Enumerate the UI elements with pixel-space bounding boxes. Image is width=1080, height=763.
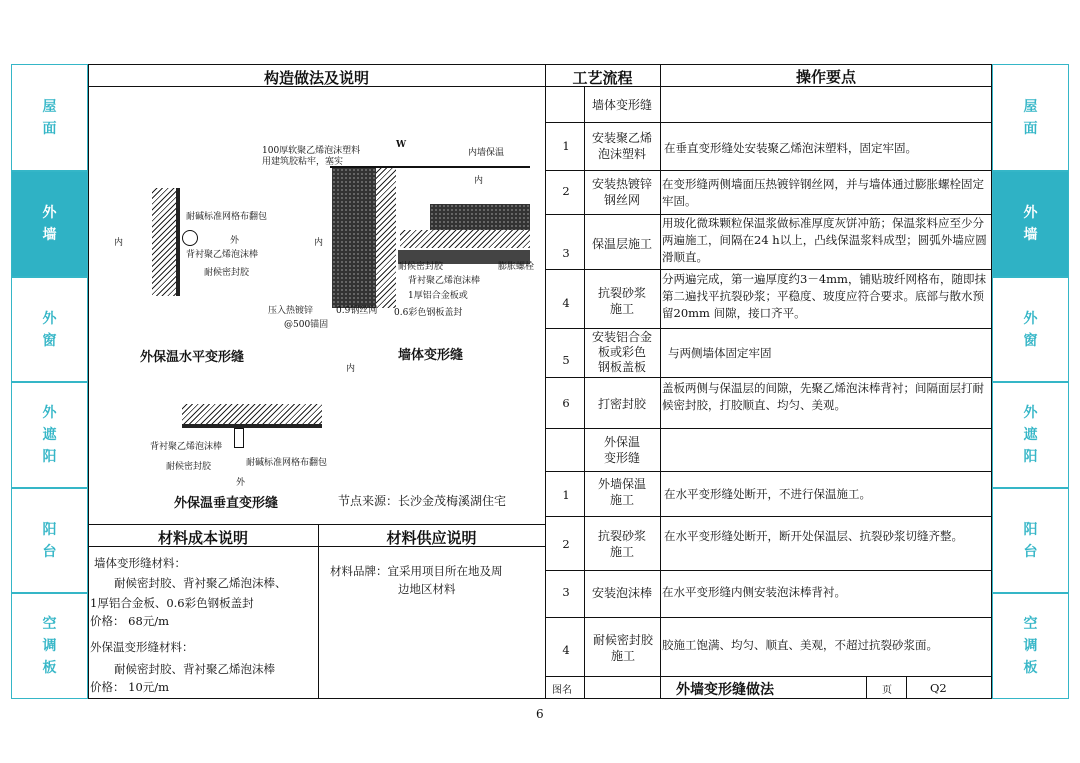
tab-label: 阳 台 [42, 521, 57, 560]
label: 1厚铝合金板或 [408, 291, 468, 301]
step-desc: 在垂直变形缝处安装聚乙烯泡沫塑料，固定牢固。 [664, 141, 917, 155]
row-line [545, 170, 992, 171]
cost-line: 墙体变形缝材料： [94, 556, 186, 570]
cost-line: 1厚铝合金板、0.6彩色钢板盖封 [90, 596, 254, 610]
label: @500锚固 [284, 320, 329, 330]
label: 0.9钢丝网 [336, 306, 378, 316]
row-line [545, 328, 992, 329]
header-material-supply: 材料供应说明 [386, 529, 477, 547]
divider [906, 676, 907, 699]
label: 内 [474, 176, 484, 186]
group-title-insulation: 外保温 变形缝 [603, 435, 640, 465]
header-key-points: 操作要点 [795, 68, 856, 86]
source-note: 节点来源：长沙金茂梅溪湖住宅 [338, 494, 507, 508]
page-label: 页 [882, 685, 892, 696]
step-number: 2 [562, 537, 570, 551]
label: 内 [314, 238, 324, 248]
header-process: 工艺流程 [572, 69, 633, 87]
tab-label: 外 墙 [1023, 205, 1038, 243]
tab-label: 屋 面 [42, 98, 57, 137]
tab-label: 外 窗 [1023, 310, 1038, 349]
row-line [545, 516, 992, 517]
tab-label: 外 窗 [42, 310, 57, 349]
tab-label: 屋 面 [1023, 98, 1038, 137]
row-line [545, 122, 992, 123]
backing-rod-symbol [182, 230, 198, 246]
title-name-label: 图名 [552, 685, 572, 696]
insulation [376, 168, 396, 308]
label: 压入热镀锌 [268, 306, 314, 316]
caption: 墙体变形缝 [398, 348, 464, 363]
row-line [545, 676, 992, 677]
step-number: 4 [562, 643, 570, 657]
supply-line: 材料品牌：宜采用项目所在地及周 [330, 564, 503, 578]
drawing-title: 外墙变形缝做法 [676, 682, 774, 698]
step-name: 安装泡沫棒 [591, 586, 652, 600]
label: 内 [114, 238, 124, 248]
row-line [545, 471, 992, 472]
tab-label: 空 调 板 [42, 616, 57, 676]
cost-line: 耐候密封胶、背衬聚乙烯泡沫棒、 [114, 576, 287, 590]
cost-line: 价格： 10元/m [90, 680, 170, 694]
step-name: 安装聚乙烯 泡沫塑料 [591, 131, 652, 161]
header-material-cost: 材料成本说明 [157, 529, 248, 547]
step-number: 5 [562, 353, 570, 367]
step-name: 抗裂砂浆 施工 [597, 529, 646, 559]
step-desc: 用玻化微珠颗粒保温浆做标准厚度灰饼冲筋；保温浆料应至少分两遍施工，间隔在24 h以上，凸线保温浆料成型；圆弧外墙应圆滑顺直。 [662, 216, 987, 264]
tab-shade-right[interactable] [992, 382, 1069, 488]
tab-balcony-left[interactable] [11, 488, 88, 593]
step-name: 安装铝合金 板或彩色 钢板盖板 [591, 330, 652, 374]
tab-window-right[interactable] [992, 277, 1069, 382]
group-title-wall: 墙体变形缝 [591, 98, 652, 112]
tab-window-left[interactable] [11, 277, 88, 382]
cost-line: 耐候密封胶、背衬聚乙烯泡沫棒 [114, 662, 275, 676]
label: 内 [346, 364, 356, 374]
step-desc: 在变形缝两侧墙面压热镀锌钢丝网，并与墙体通过膨胀螺栓固定牢固。 [662, 177, 984, 208]
label: 外 [230, 236, 240, 246]
step-number: 2 [562, 184, 570, 198]
tab-ac-left[interactable] [11, 593, 88, 699]
step-number: 1 [562, 139, 570, 153]
row-line [545, 269, 992, 270]
supply-line: 边地区材料 [398, 582, 456, 596]
step-desc: 在水平变形缝内侧安装泡沫棒背衬。 [662, 585, 846, 599]
step-number: 6 [562, 396, 570, 410]
step-name: 耐候密封胶 施工 [592, 633, 653, 663]
tab-roof-left[interactable] [11, 64, 88, 171]
tab-label: 外 墙 [42, 205, 57, 243]
step-desc: 在水平变形缝处断开，断开处保温层、抗裂砂浆切缝齐整。 [664, 529, 963, 543]
label: 耐候密封胶 [166, 462, 212, 472]
divider [318, 524, 319, 699]
cost-line: 外保温变形缝材料： [90, 640, 194, 654]
page-code: Q2 [930, 681, 947, 695]
label: 背衬聚乙烯泡沫棒 [408, 276, 481, 286]
tab-wall-right[interactable] [992, 171, 1069, 277]
step-number: 3 [562, 585, 570, 599]
step-number: 1 [562, 488, 570, 502]
label: 内墙保温 [468, 148, 505, 158]
label: 耐候密封胶 [398, 262, 444, 272]
label: 外 [236, 478, 246, 488]
insulation [400, 230, 530, 248]
step-number: 4 [562, 296, 570, 310]
joint [234, 428, 244, 448]
step-name: 抗裂砂浆 施工 [597, 286, 646, 316]
label: 背衬聚乙烯泡沫棒 [186, 250, 259, 260]
cost-line: 价格： 68元/m [90, 614, 170, 628]
row-line [545, 570, 992, 571]
wall-hatch [182, 404, 322, 424]
tab-ac-right[interactable] [992, 593, 1069, 699]
row-line [545, 428, 992, 429]
step-name: 外墙保温 施工 [597, 477, 646, 507]
step-desc: 分两遍完成，第一遍厚度约3－4mm，铺贴玻纤网格布，随即抹第二遍找平抗裂砂浆；平稳度、玻度应符合要求。底部与散水预留20mm 间隙，接口齐平。 [662, 272, 986, 320]
label: 100厚软聚乙烯泡沫塑料 [262, 146, 361, 156]
step-name: 打密封胶 [597, 397, 646, 411]
divider [866, 676, 867, 699]
tab-wall-left[interactable] [11, 171, 88, 277]
tab-balcony-right[interactable] [992, 488, 1069, 593]
tab-shade-left[interactable] [11, 382, 88, 488]
label: 用建筑胶粘牢，塞实 [262, 157, 344, 167]
label: 背衬聚乙烯泡沫棒 [150, 442, 223, 452]
label: 0.6彩色钢板盖封 [394, 308, 463, 318]
label: W [396, 140, 407, 150]
tab-label: 阳 台 [1023, 521, 1038, 560]
label: 耐候密封胶 [204, 268, 250, 278]
step-desc: 胶施工饱满、均匀、顺直、美观，不超过抗裂砂浆面。 [662, 638, 938, 652]
label: 耐碱标准网格布翻包 [186, 212, 268, 222]
tab-label: 外 遮 阳 [1023, 405, 1038, 465]
divider [88, 524, 545, 525]
row-line [545, 377, 992, 378]
caption: 外保温垂直变形缝 [174, 496, 279, 511]
page-number: 6 [536, 707, 544, 721]
divider [545, 64, 546, 699]
step-desc: 在水平变形缝处断开，不进行保温施工。 [664, 487, 871, 501]
step-name: 安装热镀锌 钢丝网 [591, 177, 652, 207]
caption: 外保温水平变形缝 [140, 350, 245, 365]
wall-section [332, 168, 376, 308]
step-desc: 与两侧墙体固定牢固 [668, 346, 772, 360]
label: 膨胀螺栓 [498, 262, 535, 272]
label: 耐碱标准网格布翻包 [246, 458, 328, 468]
row-line [545, 617, 992, 618]
tab-roof-right[interactable] [992, 64, 1069, 171]
step-desc: 盖板两侧与保温层的间隙，先聚乙烯泡沫棒背衬；间隔面层打耐候密封胶，打胶顺直、均匀、美观。 [662, 381, 984, 412]
tab-label: 外 遮 阳 [42, 405, 57, 465]
wall-hatch [152, 188, 176, 296]
insulation-layer [176, 188, 180, 296]
step-name: 保温层施工 [591, 237, 652, 251]
insulation-layer [182, 424, 322, 428]
header-construction: 构造做法及说明 [263, 69, 369, 87]
step-number: 3 [562, 246, 570, 260]
tab-label: 空 调 板 [1023, 616, 1038, 676]
